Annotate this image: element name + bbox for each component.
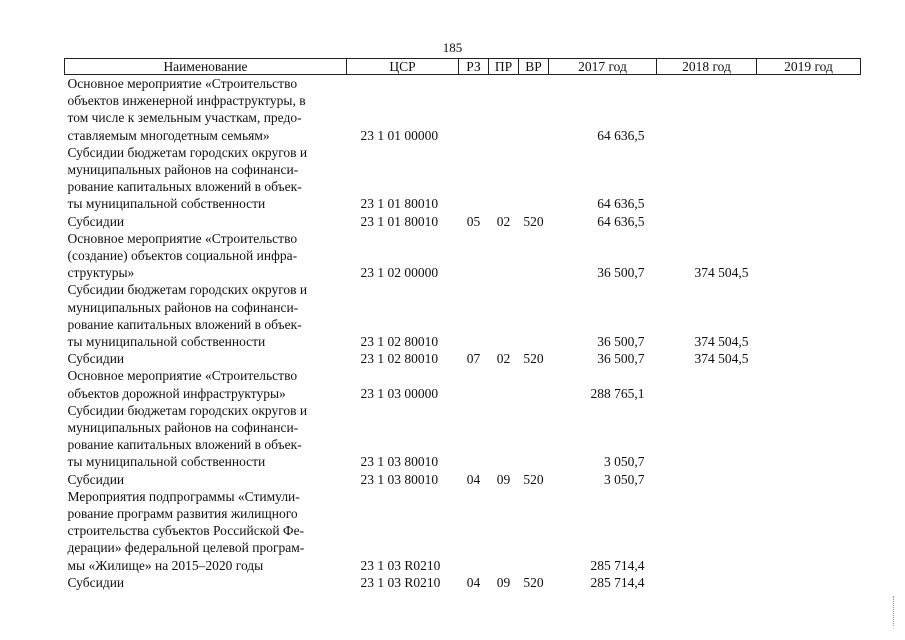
cell-y2017: 285 714,4 <box>590 574 645 590</box>
cell-pr <box>489 75 519 144</box>
row-name-line: рование капитальных вложений в объек- <box>67 179 302 195</box>
cell-y2017: 36 500,7 <box>597 351 645 367</box>
header-pr: ПР <box>489 59 519 75</box>
scan-edge-mark <box>893 596 895 626</box>
row-name-line: рование капитальных вложений в объек- <box>67 316 302 332</box>
cell-y2018 <box>657 488 757 574</box>
cell-csr: 23 1 02 00000 <box>360 265 439 281</box>
header-2019: 2019 год <box>757 59 861 75</box>
cell-rz <box>459 75 489 144</box>
row-name-line: рование капитальных вложений в объек- <box>67 437 302 453</box>
row-name-line: ты муниципальной собственности <box>67 454 266 470</box>
header-vr: ВР <box>519 59 549 75</box>
header-rz: РЗ <box>459 59 489 75</box>
cell-y2019 <box>757 144 861 213</box>
row-name-line: объектов дорожной инфраструктуры» <box>67 385 286 401</box>
cell-pr: 09 <box>496 574 511 590</box>
cell-pr <box>489 144 519 213</box>
table-row <box>65 75 861 144</box>
cell-vr <box>519 281 549 350</box>
row-name-line: муниципальных районов на софинанси- <box>67 299 299 315</box>
cell-y2019 <box>757 281 861 350</box>
row-name <box>65 350 347 367</box>
row-name-line: ставляемым многодетным семьям» <box>67 127 270 143</box>
cell-y2017: 64 636,5 <box>597 196 645 212</box>
table-row <box>65 213 861 230</box>
table-row <box>65 488 861 574</box>
table-row <box>65 230 861 282</box>
row-name-line: ты муниципальной собственности <box>67 196 266 212</box>
header-name: Наименование <box>65 59 347 75</box>
cell-y2018 <box>657 574 757 591</box>
cell-csr: 23 1 03 R0210 <box>360 557 441 573</box>
cell-y2019 <box>757 367 861 401</box>
header-2017: 2017 год <box>549 59 657 75</box>
table-row <box>65 471 861 488</box>
cell-y2018 <box>657 213 757 230</box>
row-name <box>65 281 347 350</box>
cell-rz: 04 <box>466 574 481 590</box>
row-name-line: Субсидии <box>67 574 125 590</box>
cell-y2018 <box>657 471 757 488</box>
cell-pr <box>489 488 519 574</box>
cell-y2017: 64 636,5 <box>597 213 645 229</box>
table-row <box>65 402 861 471</box>
cell-vr <box>519 230 549 282</box>
row-name <box>65 367 347 401</box>
row-name-line: Субсидии бюджетам городских округов и <box>67 282 308 298</box>
cell-y2017: 64 636,5 <box>597 127 645 143</box>
cell-y2019 <box>757 213 861 230</box>
cell-pr <box>489 230 519 282</box>
cell-csr: 23 1 03 R0210 <box>360 574 441 590</box>
cell-y2018 <box>657 402 757 471</box>
cell-y2019 <box>757 471 861 488</box>
row-name-line: мы «Жилище» на 2015–2020 годы <box>67 557 264 573</box>
cell-vr <box>519 488 549 574</box>
row-name-line: Основное мероприятие «Строительство <box>67 76 298 91</box>
cell-y2017: 285 714,4 <box>590 557 645 573</box>
cell-rz <box>459 281 489 350</box>
cell-csr: 23 1 03 80010 <box>360 471 439 487</box>
row-name-line: Субсидии <box>67 471 125 487</box>
row-name-line: том числе к земельным участкам, предо- <box>67 110 302 126</box>
table-body <box>65 75 861 592</box>
cell-vr: 520 <box>523 351 544 367</box>
row-name-line: дерации» федеральной целевой програм- <box>67 540 305 556</box>
row-name <box>65 230 347 282</box>
cell-vr: 520 <box>523 471 544 487</box>
row-name <box>65 75 347 144</box>
row-name-line: Мероприятия подпрограммы «Стимули- <box>67 488 300 504</box>
cell-rz <box>459 488 489 574</box>
row-name <box>65 402 347 471</box>
cell-rz: 04 <box>466 471 481 487</box>
cell-csr: 23 1 02 80010 <box>360 334 439 350</box>
row-name-line: Субсидии бюджетам городских округов и <box>67 144 308 160</box>
cell-y2018 <box>657 75 757 144</box>
row-name-line: Субсидии <box>67 351 125 367</box>
row-name <box>65 471 347 488</box>
page-number: 185 <box>442 40 463 55</box>
cell-rz <box>459 230 489 282</box>
budget-table <box>64 58 861 591</box>
row-name-line: муниципальных районов на софинанси- <box>67 162 299 178</box>
cell-pr <box>489 402 519 471</box>
cell-y2019 <box>757 230 861 282</box>
cell-y2018: 374 504,5 <box>694 334 749 350</box>
cell-csr: 23 1 02 80010 <box>360 351 439 367</box>
cell-csr: 23 1 01 80010 <box>360 213 439 229</box>
cell-rz: 07 <box>466 351 481 367</box>
cell-y2018 <box>657 367 757 401</box>
cell-y2019 <box>757 350 861 367</box>
row-name-line: рование программ развития жилищного <box>67 506 298 522</box>
row-name-line: объектов инженерной инфраструктуры, в <box>67 93 306 109</box>
row-name-line: Основное мероприятие «Строительство <box>67 368 298 384</box>
row-name-line: Субсидии бюджетам городских округов и <box>67 402 308 418</box>
table-row <box>65 281 861 350</box>
cell-y2017: 36 500,7 <box>597 265 645 281</box>
cell-csr: 23 1 01 80010 <box>360 196 439 212</box>
cell-y2018: 374 504,5 <box>694 265 749 281</box>
row-name-line: ты муниципальной собственности <box>67 334 266 350</box>
cell-y2019 <box>757 488 861 574</box>
cell-y2017: 3 050,7 <box>604 471 645 487</box>
cell-y2017: 3 050,7 <box>604 454 645 470</box>
row-name <box>65 144 347 213</box>
header-2018: 2018 год <box>657 59 757 75</box>
cell-rz <box>459 402 489 471</box>
row-name-line: Основное мероприятие «Строительство <box>67 230 298 246</box>
cell-pr <box>489 281 519 350</box>
table-row <box>65 144 861 213</box>
cell-y2019 <box>757 574 861 591</box>
header-csr: ЦСР <box>347 59 459 75</box>
row-name-line: муниципальных районов на софинанси- <box>67 420 299 436</box>
row-name <box>65 488 347 574</box>
cell-vr: 520 <box>523 574 544 590</box>
cell-vr <box>519 402 549 471</box>
cell-pr <box>489 367 519 401</box>
cell-y2019 <box>757 75 861 144</box>
cell-rz <box>459 144 489 213</box>
cell-y2018 <box>657 144 757 213</box>
table-row <box>65 574 861 591</box>
cell-vr: 520 <box>523 213 544 229</box>
row-name-line: структуры» <box>67 265 135 281</box>
cell-pr: 02 <box>496 213 511 229</box>
cell-csr: 23 1 01 00000 <box>360 127 439 143</box>
cell-vr <box>519 75 549 144</box>
cell-rz: 05 <box>466 213 481 229</box>
row-name <box>65 574 347 591</box>
cell-vr <box>519 367 549 401</box>
cell-y2017: 36 500,7 <box>597 334 645 350</box>
cell-pr: 02 <box>496 351 511 367</box>
cell-y2018: 374 504,5 <box>694 351 749 367</box>
row-name <box>65 213 347 230</box>
cell-rz <box>459 367 489 401</box>
cell-y2017: 288 765,1 <box>590 385 645 401</box>
table-row <box>65 367 861 401</box>
cell-vr <box>519 144 549 213</box>
cell-csr: 23 1 03 00000 <box>360 385 439 401</box>
cell-pr: 09 <box>496 471 511 487</box>
row-name-line: строительства субъектов Российской Фе- <box>67 523 305 539</box>
table-row <box>65 350 861 367</box>
table-header-row <box>65 59 861 75</box>
row-name-line: (создание) объектов социальной инфра- <box>67 248 298 264</box>
cell-y2019 <box>757 402 861 471</box>
cell-csr: 23 1 03 80010 <box>360 454 439 470</box>
row-name-line: Субсидии <box>67 213 125 229</box>
